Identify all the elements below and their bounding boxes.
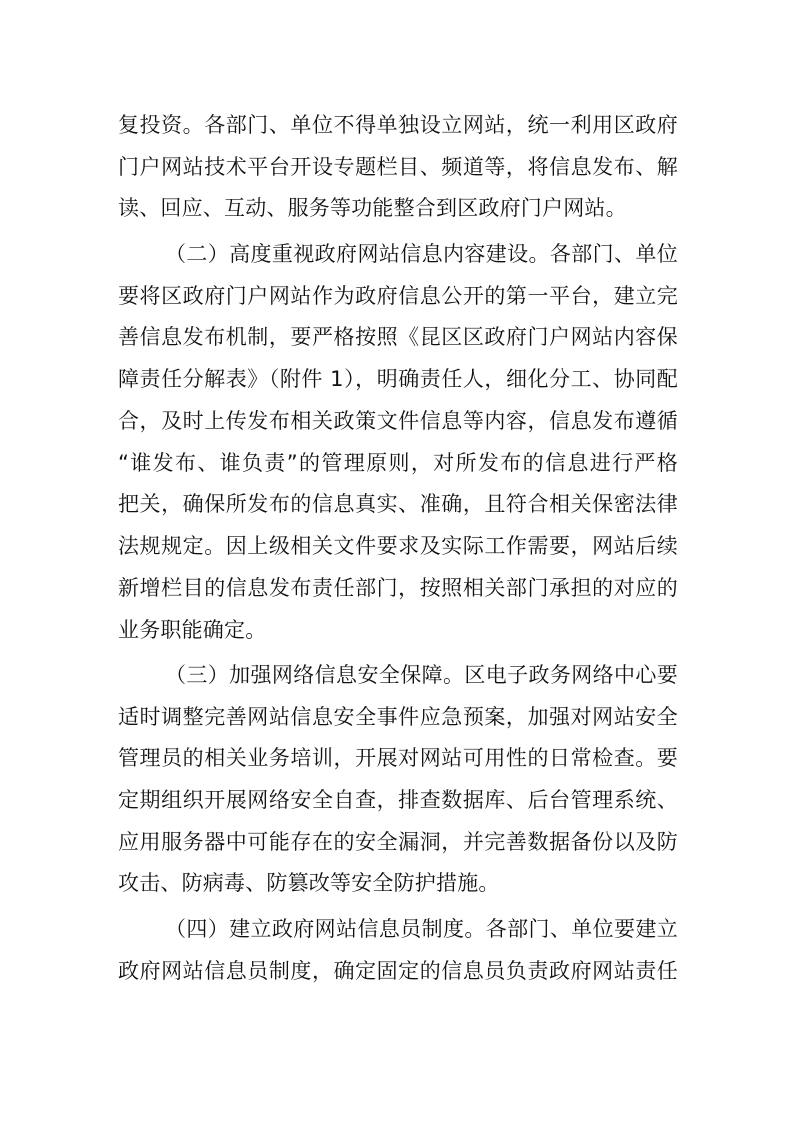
text-line: 门户网站技术平台开设专题栏目、频道等，将信息发布、解 <box>118 155 678 179</box>
text-line: 把关，确保所发布的信息真实、准确，且符合相关保密法律 <box>118 492 678 516</box>
text-line: 合，及时上传发布相关政策文件信息等内容，信息发布遵循 <box>118 409 678 433</box>
text-line: “谁发布、谁负责”的管理原则，对所发布的信息进行严格 <box>118 451 678 475</box>
text-line: 攻击、防病毒、防篡改等安全防护措施。 <box>118 871 500 895</box>
text-line: 法规规定。因上级相关文件要求及实际工作需要，网站后续 <box>118 534 678 558</box>
text-line: 要将区政府门户网站作为政府信息公开的第一平台，建立完 <box>118 284 678 308</box>
paragraph-heading-line: （二）高度重视政府网站信息内容建设。各部门、单位 <box>165 242 678 266</box>
text-line: 复投资。各部门、单位不得单独设立网站，统一利用区政府 <box>118 113 678 137</box>
text-line: 读、回应、互动、服务等功能整合到区政府门户网站。 <box>118 196 627 220</box>
text-line: 管理员的相关业务培训，开展对网站可用性的日常检查。要 <box>118 746 678 770</box>
text-line: 善信息发布机制，要严格按照《昆区区政府门户网站内容保 <box>118 325 678 349</box>
text-line: 应用服务器中可能存在的安全漏洞，并完善数据备份以及防 <box>118 830 678 854</box>
text-line: 适时调整完善网站信息安全事件应急预案，加强对网站安全 <box>118 705 678 729</box>
text-line: 业务职能确定。 <box>118 618 267 642</box>
paragraph-heading-line: （三）加强网络信息安全保障。区电子政务网络中心要 <box>165 663 678 687</box>
text-line: 定期组织开展网络安全自查，排查数据库、后台管理系统、 <box>118 788 678 812</box>
text-line: 政府网站信息员制度，确定固定的信息员负责政府网站责任 <box>118 959 678 983</box>
text-line: 障责任分解表》（附件 1），明确责任人，细化分工、协同配 <box>118 367 678 391</box>
paragraph-heading-line: （四）建立政府网站信息员制度。各部门、单位要建立 <box>165 917 678 941</box>
text-line: 新增栏目的信息发布责任部门，按照相关部门承担的对应的 <box>118 576 678 600</box>
